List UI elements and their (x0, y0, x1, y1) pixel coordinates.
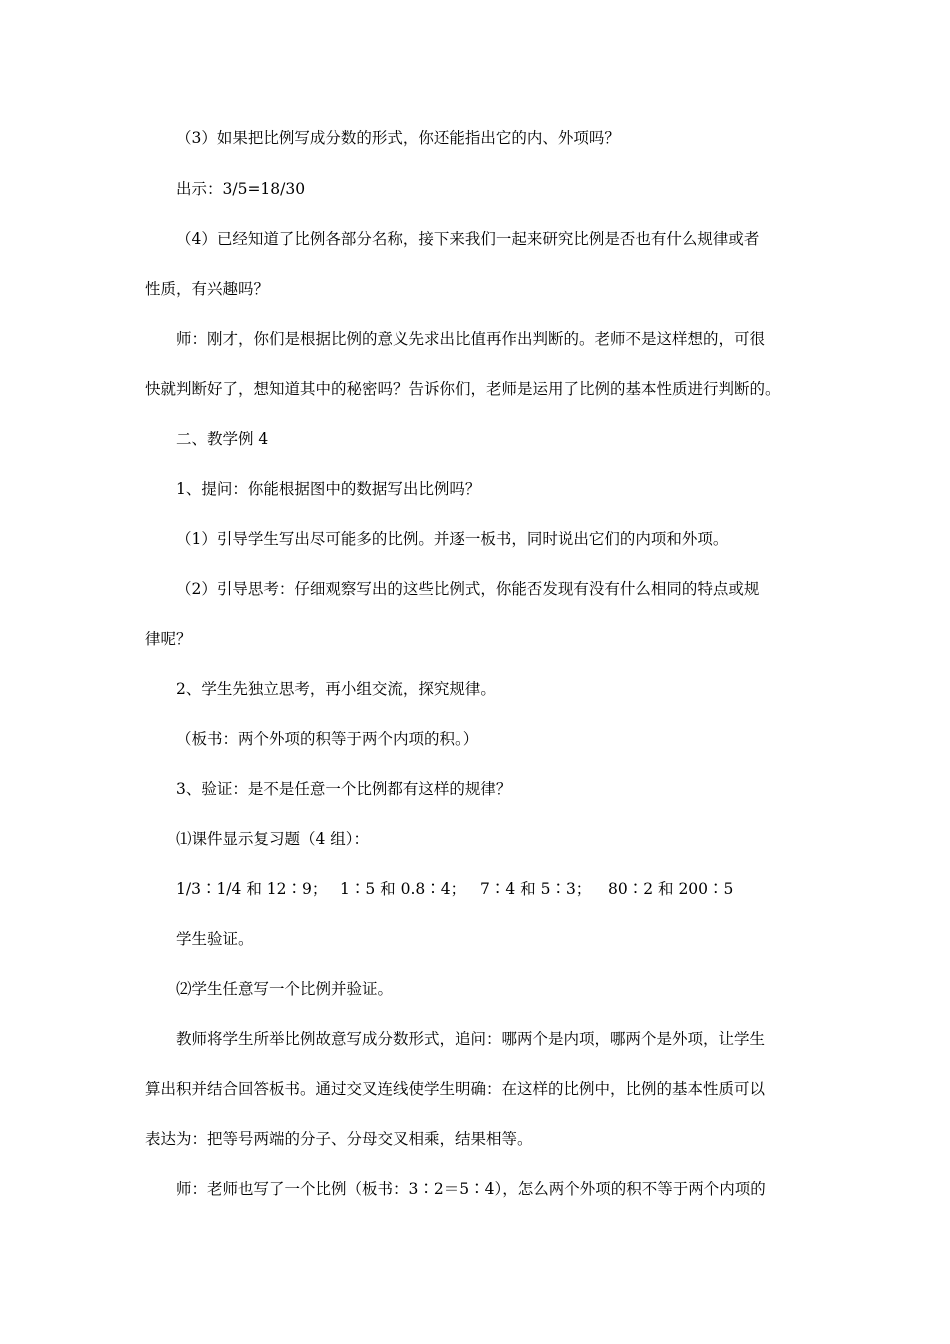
paragraph-write-ratio: ⑵学生任意写一个比例并验证。 (176, 980, 394, 998)
paragraph-guide-1: （1）引导学生写出尽可能多的比例。并逐一板书，同时说出它们的内项和外项。 (176, 530, 729, 548)
paragraph-3-fraction-question: （3）如果把比例写成分数的形式，你还能指出它的内、外项吗？ (176, 129, 620, 147)
paragraph-verify: 3、验证：是不是任意一个比例都有这样的规律？ (176, 780, 512, 798)
ratio-list-line (176, 878, 816, 900)
ratio-item-4: 80∶2 和 200∶5 (608, 880, 734, 898)
paragraph-students-think: 2、学生先独立思考，再小组交流，探究规律。 (176, 680, 496, 698)
ratio-item-3: 7∶4 和 5∶3； (480, 880, 592, 898)
paragraph-teacher-fraction-line2: 算出积并结合回答板书。通过交叉连线使学生明确：在这样的比例中，比例的基本性质可以 (145, 1080, 766, 1098)
paragraph-4-line1: （4）已经知道了比例各部分名称，接下来我们一起来研究比例是否也有什么规律或者 (176, 230, 760, 248)
paragraph-question-1: 1、提问：你能根据图中的数据写出比例吗？ (176, 480, 481, 498)
paragraph-guide-2-line1: （2）引导思考：仔细观察写出的这些比例式，你能否发现有没有什么相同的特点或规 (176, 580, 760, 598)
paragraph-teacher-counterexample: 师：老师也写了一个比例（板书：3∶2＝5∶4），怎么两个外项的积不等于两个内项的 (176, 1180, 766, 1198)
ratio-item-1: 1/3∶1/4 和 12∶9； (176, 880, 328, 898)
paragraph-board-note: （板书：两个外项的积等于两个内项的积。） (176, 730, 479, 748)
paragraph-teacher-line1: 师：刚才，你们是根据比例的意义先求出比值再作出判断的。老师不是这样想的，可很 (176, 330, 766, 348)
paragraph-guide-2-line2: 律呢？ (145, 630, 192, 648)
paragraph-teacher-fraction-line3: 表达为：把等号两端的分子、分母交叉相乘，结果相等。 (145, 1130, 533, 1148)
paragraph-teacher-line2: 快就判断好了，想知道其中的秘密吗？告诉你们，老师是运用了比例的基本性质进行判断的。 (145, 380, 781, 398)
paragraph-review-questions: ⑴课件显示复习题（4 组）： (176, 830, 370, 848)
ratio-item-2: 1∶5 和 0.8∶4； (340, 880, 467, 898)
paragraph-teacher-fraction-line1: 教师将学生所举比例故意写成分数形式，追问：哪两个是内项，哪两个是外项，让学生 (176, 1030, 766, 1048)
section-heading-example-4: 二、教学例 4 (176, 430, 269, 448)
paragraph-students-verify: 学生验证。 (176, 930, 254, 948)
paragraph-show-example: 出示：3/5=18/30 (176, 180, 306, 198)
paragraph-4-line2: 性质，有兴趣吗？ (145, 280, 270, 298)
